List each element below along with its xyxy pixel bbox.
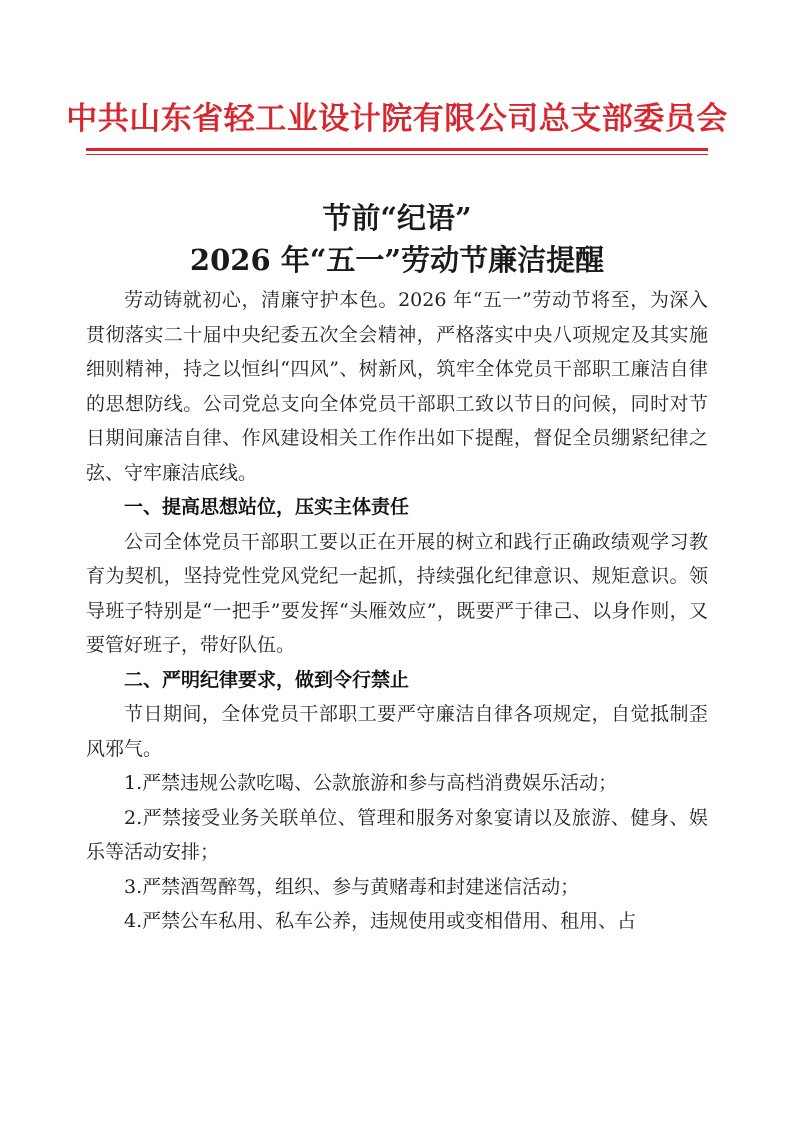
intro-paragraph: 劳动铸就初心，清廉守护本色。2026 年“五一”劳动节将至，为深入贯彻落实二十届中央纪委五次全会精神，严格落实中央八项规定及其实施细则精神，持之以恒纠“四风”、树新风，筑牢全体党员干部职工廉洁自律的思想防线。公司党总支向全体党员干部职工致以节日的问候，同时对节日期间廉洁自律、作风建设相关工作作出如下提醒，督促全员绷紧纪律之弦、守牢廉洁底线。	[86, 289, 708, 484]
rule-item-4: 4.严禁公车私用、私车公养，违规使用或变相借用、租用、占	[124, 910, 637, 932]
document-title-line-1: 节前“纪语”	[322, 201, 472, 235]
section-1-heading: 一、提高思想站位，压实主体责任	[124, 496, 410, 518]
document-body	[86, 283, 708, 939]
rule-item-3: 3.严禁酒驾醉驾，组织、参与黄赌毒和封建迷信活动；	[124, 875, 580, 898]
rule-item-2: 2.严禁接受业务关联单位、管理和服务对象宴请以及旅游、健身、娱乐等活动安排；	[86, 806, 708, 863]
organization-header: 中共山东省轻工业设计院有限公司总支部委员会	[66, 101, 728, 137]
header-rule-thick	[86, 148, 708, 151]
section-2-heading: 二、严明纪律要求，做到令行禁止	[124, 668, 410, 691]
section-2-paragraph: 节日期间，全体党员干部职工要严守廉洁自律各项规定，自觉抵制歪风邪气。	[86, 703, 708, 760]
section-1-paragraph: 公司全体党员干部职工要以正在开展的树立和践行正确政绩观学习教育为契机，坚持党性党风党纪一起抓，持续强化纪律意识、规矩意识。领导班子特别是“一把手”要发挥“头雁效应”，既要严于律己、以身作则，又要管好班子，带好队伍。	[86, 530, 708, 656]
document-title-line-2: 2026 年“五一”劳动节廉洁提醒	[189, 243, 605, 277]
header-rule-thin	[86, 154, 708, 155]
rule-item-1: 1.严禁违规公款吃喝、公款旅游和参与高档消费娱乐活动；	[124, 772, 618, 794]
